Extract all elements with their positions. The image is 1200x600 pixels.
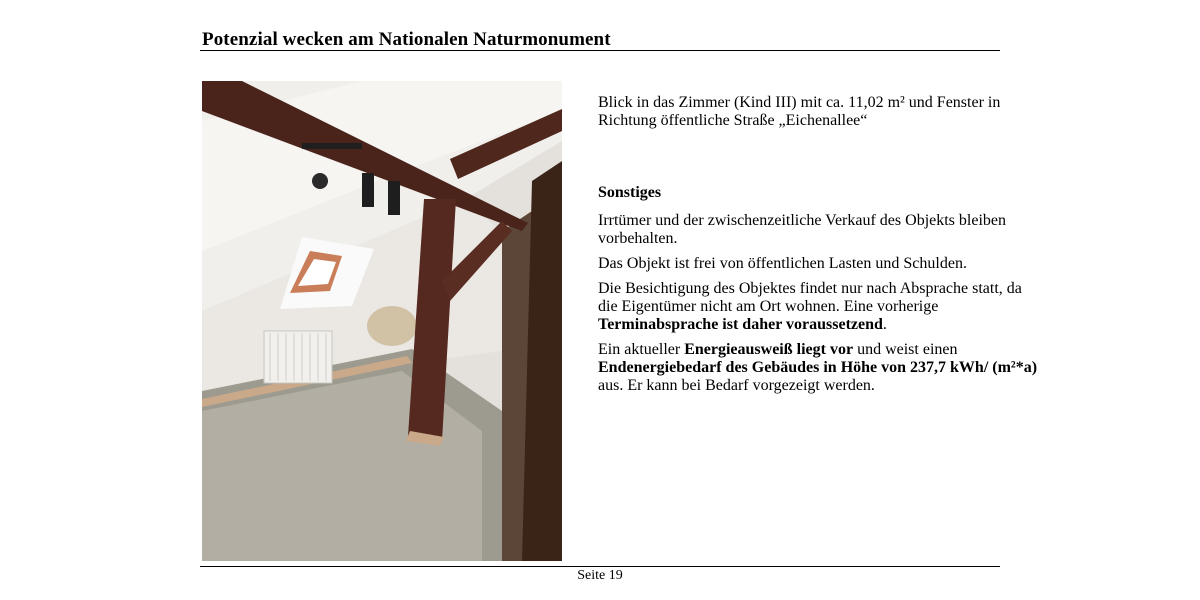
footer-rule: [200, 566, 1000, 567]
viewing-text: Die Besichtigung des Objektes findet nur nach Absprache statt, da die Eigentümer nicht am Ort wohnen. Eine vorherige: [598, 280, 1022, 315]
photo-caption: [598, 94, 1038, 130]
energy-certificate-emphasis: Energieausweiß liegt vor: [684, 341, 854, 358]
caption-line-1: Blick in das Zimmer (Kind III) mit ca. 11,02 m² und Fenster in: [598, 94, 1001, 111]
energy-text-a: Ein aktueller: [598, 341, 681, 358]
energy-text-c: aus. Er kann bei Bedarf vorgezeigt werden.: [598, 377, 875, 394]
page-number: Seite 19: [577, 568, 623, 583]
section-heading: Sonstiges: [598, 184, 662, 201]
viewing-emphasis: Terminabsprache ist daher voraussetzend: [598, 316, 883, 333]
paragraph-energy: [598, 341, 1038, 395]
caption-line-2: Richtung öffentliche Straße „Eichenallee“: [598, 112, 868, 129]
energy-text-b: und weist einen: [857, 341, 958, 358]
text-column: [598, 94, 1038, 402]
energy-demand-emphasis: Endenergiebedarf des Gebäudes in Höhe von 237,7 kWh/ (m²*a): [598, 359, 1038, 376]
header-rule: [200, 50, 1000, 51]
viewing-end: .: [882, 316, 887, 333]
room-photo: [202, 81, 562, 561]
paragraph-disclaimer: Irrtümer und der zwischenzeitliche Verkauf des Objekts bleiben vorbehalten.: [598, 212, 1006, 247]
paragraph-encumbrances: Das Objekt ist frei von öffentlichen Lasten und Schulden.: [598, 255, 967, 272]
paragraph-viewing: [598, 280, 1038, 334]
page-title: Potenzial wecken am Nationalen Naturmonument: [202, 29, 611, 50]
